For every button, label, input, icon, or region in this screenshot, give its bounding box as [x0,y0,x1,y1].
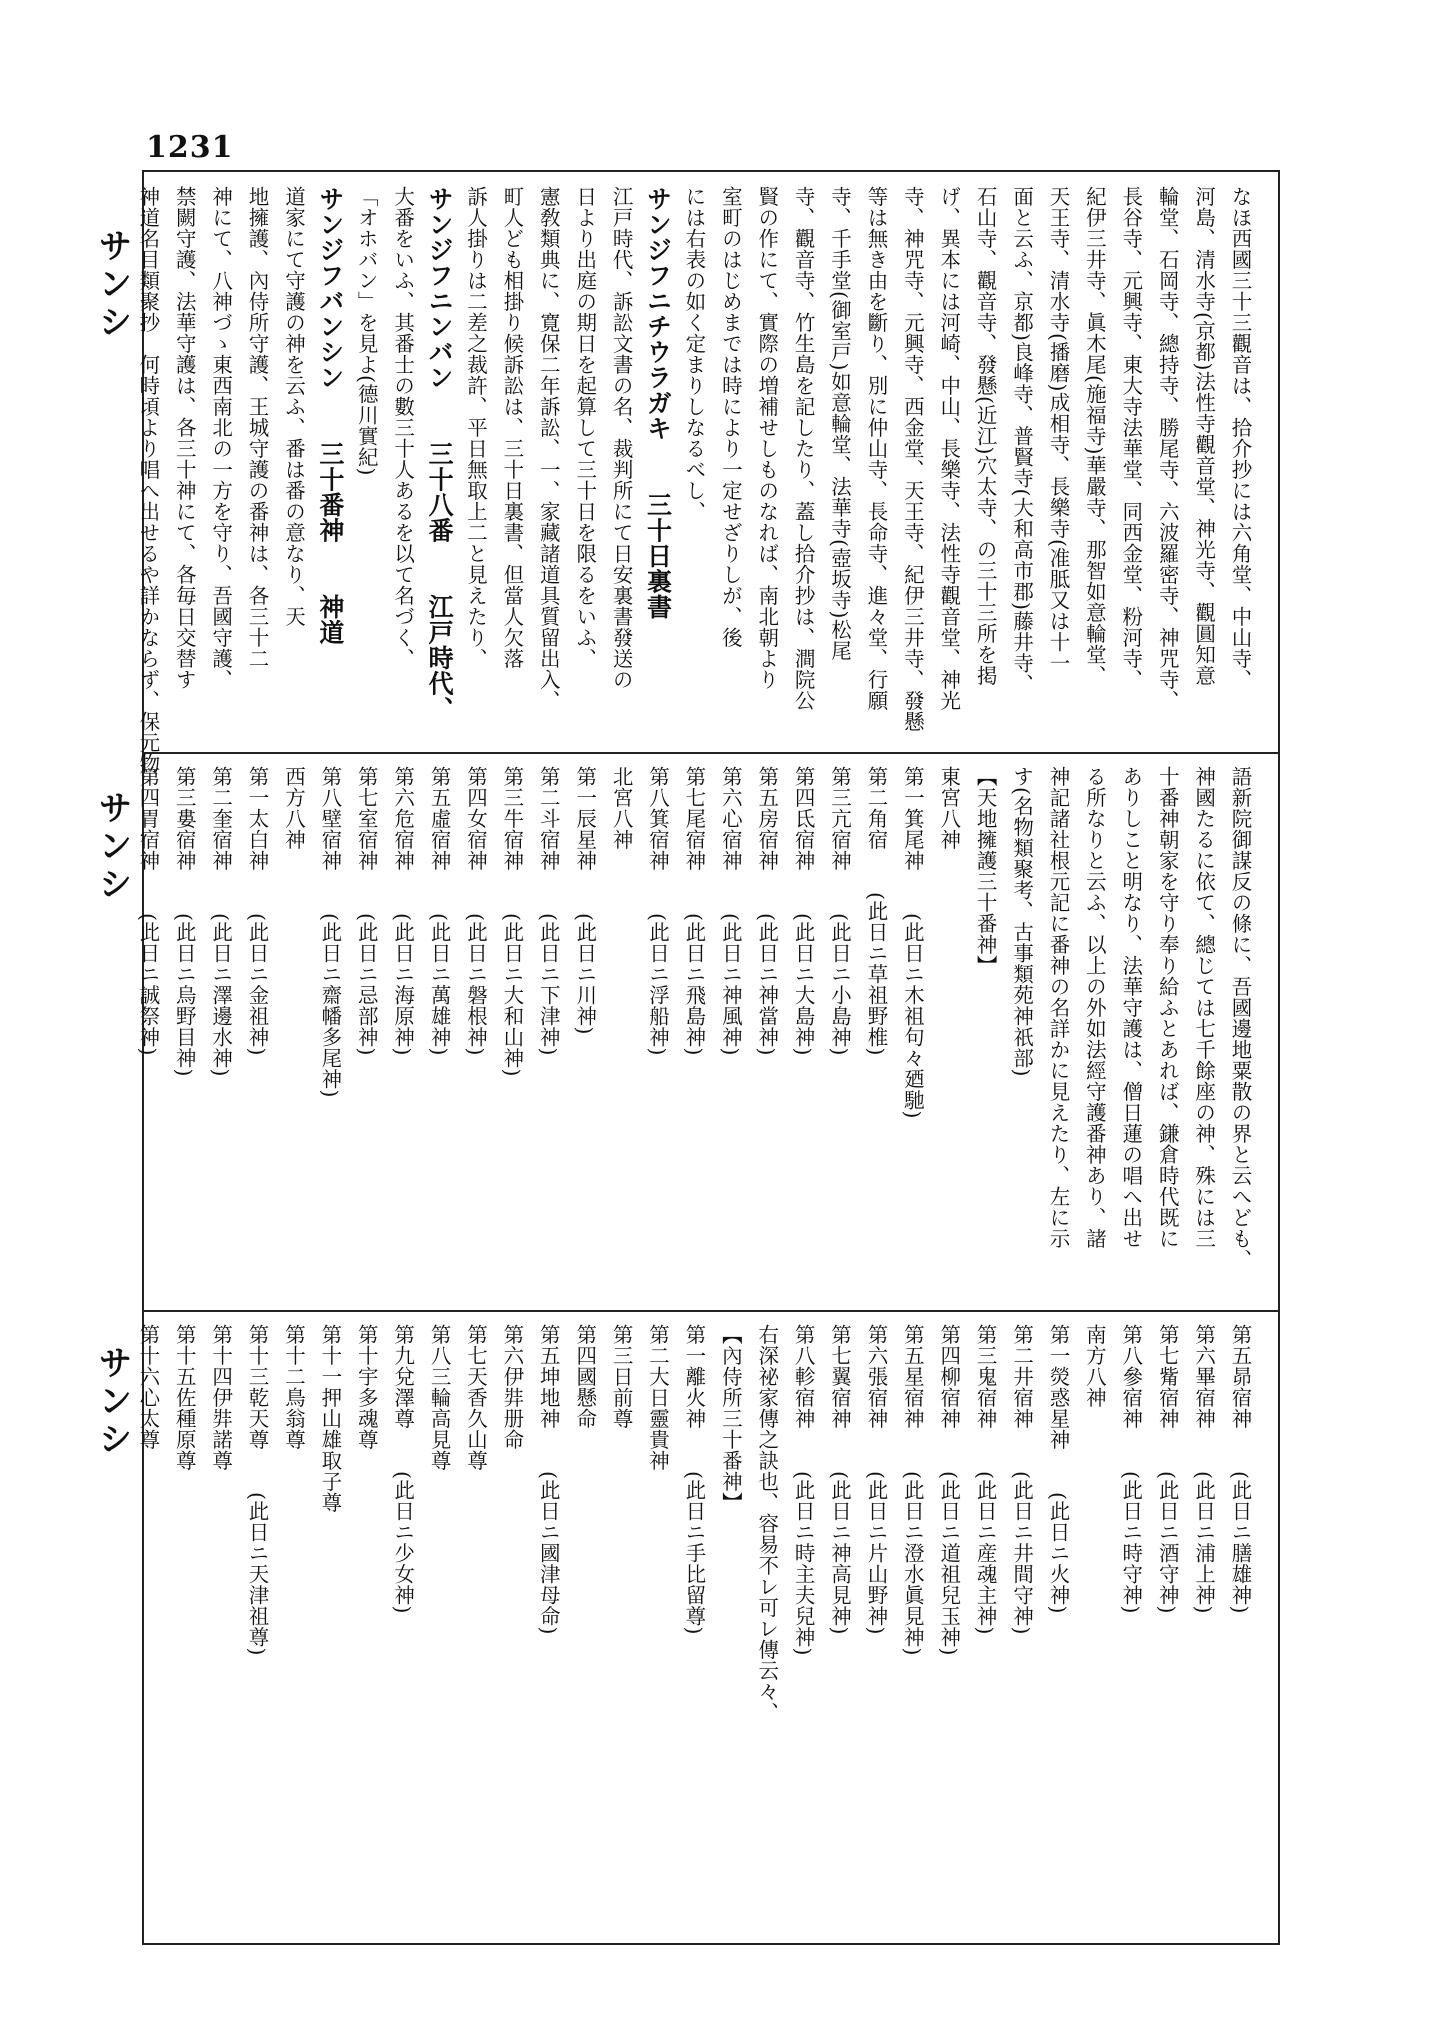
text-column: 輪堂、石岡寺、總持寺、勝尾寺、六波羅密寺、神咒寺、 [1155,186,1180,711]
text-column: 第六張宿神 (此日ニ片山野神) [863,1324,888,1635]
text-column: 「オホバン」を見よ(德川實紀) [354,186,379,476]
text-column: 道家にて守護の神を云ふ、番は番の意なり、天 [281,186,306,627]
text-column: 大番をいふ、其番士の數三十人あるを以て名づく、 [390,186,415,669]
text-section-top [135,186,1258,774]
text-column: なほ西國三十三觀音は、拾介抄には六角堂、中山寺、 [1228,186,1252,690]
text-column: 神にて、八神づゝ東西南北の一方を守り、吾國守護、 [208,186,233,690]
text-column: 第五虛宿神 (此日ニ萬雄神) [427,766,452,1056]
text-column: 第一熒惑星神 (此日ニ火神) [1045,1324,1070,1614]
text-column: サンジフニチウラガキ 三十日裏書 [643,186,673,620]
page-number: 1231 [146,130,234,165]
text-column: 第五昴宿神 (此日ニ膳雄神) [1228,1324,1252,1614]
text-column: 日より出庭の期日を起算して三十日を限るをいふ、 [572,186,597,669]
text-column: 第五房宿神 (此日ニ神當神) [754,766,779,1056]
text-column: 河島、清水寺(京都)法性寺觀音堂、神光寺、觀圓知意 [1191,186,1216,686]
text-column: 右深祕家傳之訣也、容易不レ可レ傳云々、 [754,1324,779,1723]
text-column: 十番神朝家を守り奉り給ふとあれば、鎌倉時代既に [1155,766,1180,1249]
text-column: 第二大日靈貴神 [645,1324,670,1471]
text-column: げ、異本には河崎、中山、長樂寺、法性寺觀音堂、神光 [936,186,961,711]
text-column: 北宮八神 [609,766,634,850]
text-section-middle [135,766,1258,1294]
text-column: 第六畢宿神 (此日ニ浦上神) [1191,1324,1216,1614]
text-column: 第七室宿神 (此日ニ忌部神) [354,766,379,1056]
text-column: 第八參宿神 (此日ニ時守神) [1118,1324,1143,1614]
text-column: 第十宇多魂尊 [354,1324,379,1450]
text-column: 訴人掛りは二差之裁許、平日無取上二と見えたり、 [463,186,488,669]
text-column: 神記諸社根元記に番神の名詳かに見えたり、左に示 [1045,766,1070,1249]
text-column: 第四女宿神 (此日ニ磐根神) [463,766,488,1056]
text-column: 第二奎宿神 (此日ニ澤邊水神) [208,766,233,1077]
text-column: す(名物類聚考、古事類苑神祇部) [1009,766,1034,1077]
text-column: 【天地擁護三十番神】 [973,766,998,976]
text-column: サンジフニンバン 三十八番 江戸時代、 [425,186,455,722]
text-column: 第六危宿神 (此日ニ海原神) [390,766,415,1056]
text-column: 第九兌澤尊 (此日ニ少女神) [390,1324,415,1614]
text-column: 第七觜宿神 (此日ニ酒守神) [1155,1324,1180,1614]
text-column: 第三亢宿神 (此日ニ小島神) [827,766,852,1056]
section-divider-2 [142,1310,1280,1312]
text-column: 第四柳宿神 (此日ニ道祖兒玉神) [936,1324,961,1656]
text-column: 石山寺、觀音寺、發懸(近江)穴太寺、の三十三所を掲 [973,186,998,686]
side-label-bottom: サンシ [92,1345,132,1459]
text-column: 第一辰星神 (此日ニ川神) [572,766,597,1035]
text-column: 第三婁宿神 (此日ニ烏野目神) [172,766,197,1077]
text-column: 第十二鳥翁尊 [281,1324,306,1450]
text-column: 第三日前尊 [609,1324,634,1429]
text-column: 天王寺、清水寺(播磨)成相寺、長樂寺(准胝又は十一 [1045,186,1070,674]
text-column: 神道名目類聚抄 何時頃より唱へ出せるや詳かならず、保元物 [135,186,160,774]
text-column: 第四國懸命 [572,1324,597,1429]
text-column: 賢の作にて、實際の増補せしものなれば、南北朝より [754,186,779,690]
text-column: 禁闕守護、法華守護は、各三十神にて、各毎日交替す [172,186,197,690]
section-divider-1 [142,752,1280,754]
text-column: 第七翼宿神 (此日ニ神高見神) [827,1324,852,1635]
text-column: 第一太白神 (此日ニ金祖神) [245,766,270,1056]
text-column: 第二斗宿神 (此日ニ下津神) [536,766,561,1056]
text-column: 第七尾宿神 (此日ニ飛島神) [681,766,706,1056]
text-column: には右表の如く定まりしなるべし、 [681,186,706,522]
text-column: 紀伊三井寺、眞木尾(施福寺)華嚴寺、那智如意輪堂、 [1082,186,1107,686]
text-column: 町人ども相掛り候訴訟は、三十日裏書、但當人欠落 [499,186,524,669]
text-column: 第七天香久山尊 [463,1324,488,1471]
text-column: 長谷寺、元興寺、東大寺法華堂、同西金堂、粉河寺、 [1118,186,1143,690]
text-column: 第十六心太尊 [135,1324,160,1450]
text-column: 寺、神咒寺、元興寺、西金堂、天王寺、紀伊三井寺、發懸 [900,186,925,732]
text-column: 東宮八神 [936,766,961,850]
text-column: ありしこと明なり、法華守護は、僧日蓮の唱へ出せ [1118,766,1143,1249]
text-column: 南方八神 [1082,1324,1107,1408]
text-column: る所なりと云ふ、以上の外如法經守護番神あり、諸 [1082,766,1107,1249]
side-label-middle: サンシ [92,790,132,904]
text-column: 第十三乾天尊 (此日ニ天津祖尊) [245,1324,270,1656]
text-column: 第六心宿神 (此日ニ神風神) [718,766,743,1056]
text-column: 第八壁宿神 (此日ニ齋幡多尾神) [317,766,342,1098]
text-column: 第十一押山雄取子尊 [317,1324,342,1513]
text-column: 第一離火神 (此日ニ手比留尊) [681,1324,706,1635]
text-column: 寺、千手堂(御室戸)如意輪堂、法華寺(壺坂寺)松尾 [827,186,852,661]
text-column: 第八箕宿神 (此日ニ浮船神) [645,766,670,1056]
text-column: 第三鬼宿神 (此日ニ産魂主神) [973,1324,998,1635]
text-column: 室町のはじめまでは時により一定せざりしが、後 [718,186,743,648]
text-column: 第二角宿 (此日ニ草祖野椎) [863,766,888,1056]
text-column: 第十四伊弉諾尊 [208,1324,233,1471]
text-column: サンジフバンシン 三十番神 神道 [315,186,345,645]
text-column: 第八三輪高見尊 [427,1324,452,1471]
text-column: 第四胃宿神 (此日ニ誠祭神) [135,766,160,1056]
text-column: 等は無き由を斷り、別に仲山寺、長命寺、進々堂、行願 [863,186,888,711]
text-column: 江戸時代、訴訟文書の名、裁判所にて日安裏書發送の [609,186,634,690]
text-column: 第一箕尾神 (此日ニ木祖句々廼馳) [900,766,925,1119]
text-column: 第六伊弉册命 [499,1324,524,1450]
text-column: 第四氐宿神 (此日ニ大島神) [791,766,816,1056]
text-column: 神國たるに依て、總じては七千餘座の神、殊には三 [1191,766,1216,1249]
text-column: 寺、觀音寺、竹生島を記したり、蓋し拾介抄は、澗院公 [791,186,816,711]
text-column: 第五坤地神 (此日ニ國津母命) [536,1324,561,1635]
text-column: 地擁護、內侍所守護、王城守護の番神は、各三十二 [245,186,270,669]
text-column: 憲敎類典に、寛保二年訴訟、一、家藏諸道具質留出入、 [536,186,561,711]
text-column: 【內侍所三十番神】 [718,1324,743,1513]
text-column: 第二井宿神 (此日ニ井間守神) [1009,1324,1034,1635]
text-column: 語新院御謀反の條に、吾國邊地粟散の界と云へども、 [1228,766,1252,1270]
text-column: 第五星宿神 (此日ニ澄水眞見神) [900,1324,925,1656]
text-column: 第十五佐種原尊 [172,1324,197,1471]
text-column: 西方八神 [281,766,306,850]
text-section-bottom [135,1324,1258,1924]
text-column: 面と云ふ、京都)良峰寺、普賢寺(大和高市郡)藤井寺、 [1009,186,1034,695]
text-column: 第八軫宿神 (此日ニ時主夫兒神) [791,1324,816,1656]
side-label-top: サンシ [92,228,132,342]
text-column: 第三牛宿神 (此日ニ大和山神) [499,766,524,1077]
